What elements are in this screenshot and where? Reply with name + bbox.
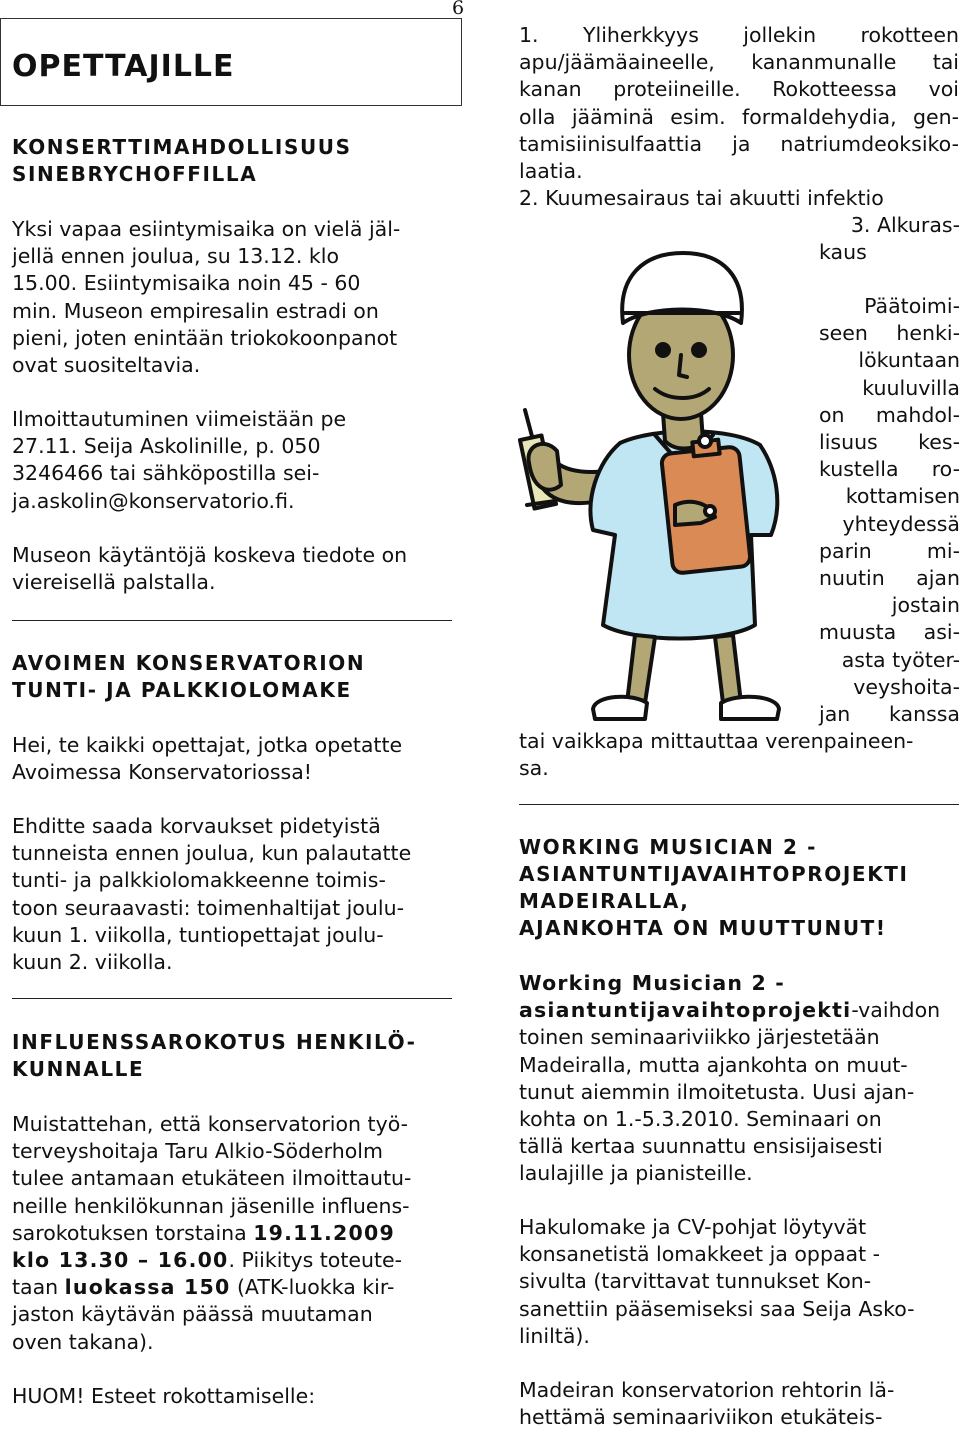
paragraph-flu-vaccination	[12, 1111, 411, 1356]
vaccination-date: 19.11.2009	[253, 1220, 395, 1245]
text-line: Hakulomake ja CV-pohjat löytyvät	[519, 1215, 867, 1239]
text-line: kottamisen	[845, 484, 960, 509]
paragraph-greeting	[12, 732, 402, 786]
text-line	[519, 997, 940, 1024]
text-line	[12, 1247, 411, 1274]
text-line: Muistattehan, että konservatorion työ-	[12, 1112, 409, 1136]
text-line: seen henki-	[819, 321, 960, 346]
text-line: Hei, te kaikki opettajat, jotka opetatte	[12, 733, 403, 757]
text-line: sivulta (tarvittavat tunnukset Kon-	[519, 1269, 872, 1294]
text-line	[12, 1220, 411, 1247]
text-line: 3. Alkuras-	[850, 213, 960, 237]
text-line: apu/jäämäaineelle, kananmunalle tai	[519, 50, 959, 75]
paragraph-application-forms	[519, 1214, 915, 1350]
heading-line: MADEIRALLA,	[519, 889, 690, 913]
text-line: Avoimessa Konservatoriossa!	[12, 760, 312, 785]
text-line: pieni, joten enintään triokokoonpanot	[12, 325, 398, 350]
text-line: terveyshoitaja Taru Alkio-Söderholm	[12, 1139, 383, 1164]
text-line: viereisellä palstalla.	[12, 570, 216, 595]
paragraph-concert-slot	[12, 216, 400, 379]
text-line: kuun 1. viikolla, tuntiopettajat joulu-	[12, 922, 384, 947]
project-name: asiantuntijavaihtoprojekti	[519, 998, 852, 1023]
vaccination-time: klo 13.30 – 16.00	[12, 1248, 229, 1273]
text-line: Päätoimi-	[864, 294, 960, 318]
text-line: tunut aiemmin ilmoitetusta. Uusi ajan-	[519, 1079, 915, 1104]
text-line: oven takana).	[12, 1329, 154, 1354]
paragraph-contraindications-intro: HUOM! Esteet rokottamiselle:	[12, 1384, 316, 1408]
paragraph-nurse-consult-end	[519, 728, 960, 782]
text-line: tunti- ja palkkiolomakkeenne toimis-	[12, 868, 386, 893]
text-line: nuutin ajan	[819, 566, 960, 591]
text-line: parin mi-	[819, 538, 960, 563]
text-line: sanettiin pääsemiseksi saa Seija Asko-	[519, 1296, 915, 1321]
list-item-3	[819, 212, 960, 266]
text-line: kanan proteiineille. Rokotteessa voi	[519, 77, 959, 102]
text-line: ovat suositeltavia.	[12, 353, 201, 378]
text-line: sa.	[519, 756, 549, 781]
text-line: toinen seminaariviikko järjestetään	[519, 1025, 880, 1050]
text-line: Madeiralla, mutta ajankohta on muut-	[519, 1052, 908, 1077]
text-line: veyshoita-	[853, 674, 960, 699]
text-line: hettämä seminaariviikon etukäteis-	[519, 1405, 883, 1430]
text-line: 3246466 tai sähköpostilla sei-	[12, 461, 320, 486]
paragraph-madeira-rector	[519, 1377, 894, 1431]
paragraph-nurse-consult	[819, 293, 960, 728]
text-line: tulee antamaan etukäteen ilmoittautu-	[12, 1166, 412, 1191]
text-run: . Piikitys toteute-	[228, 1248, 403, 1273]
heading-line: TUNTI- JA PALKKIOLOMAKE	[12, 678, 352, 702]
text-line: tamisiinisulfaattia ja natriumdeoksiko-	[519, 131, 959, 156]
heading-line: SINEBRYCHOFFILLA	[12, 162, 258, 186]
text-line: Museon käytäntöjä koskeva tiedote on	[12, 543, 408, 567]
list-item-2: 2. Kuumesairaus tai akuutti infektio	[519, 186, 884, 211]
text-line: neille henkilökunnan jäsenille influens-	[12, 1193, 410, 1218]
text-line: Ilmoittautuminen viimeistään pe	[12, 407, 347, 431]
paragraph-seminar-change	[519, 970, 940, 1188]
heading-line: INFLUENSSAROKOTUS HENKILÖ-	[12, 1030, 417, 1054]
heading-line: WORKING MUSICIAN 2 -	[519, 835, 817, 859]
text-line: jostain	[891, 593, 960, 618]
section-divider	[12, 620, 452, 621]
text-run: -vaihdon	[851, 998, 941, 1023]
section-heading-timesheet	[12, 650, 365, 704]
text-line: jan kanssa	[819, 702, 960, 727]
text-line: jellä ennen joulua, su 13.12. klo	[12, 244, 340, 269]
text-line: laatia.	[519, 159, 583, 184]
text-line: asta työter-	[841, 647, 960, 672]
text-line: konsanetistä lomakkeet ja oppaat -	[519, 1242, 881, 1267]
heading-line: AJANKOHTA ON MUUTTUNUT!	[519, 916, 887, 940]
heading-line: AVOIMEN KONSERVATORION	[12, 651, 366, 675]
section-heading-flu	[12, 1029, 417, 1083]
text-run: taan	[12, 1275, 65, 1300]
text-line: 15.00. Esiintymisaika noin 45 - 60	[12, 271, 361, 296]
list-item-1: 1. Yliherkkyys jollekin rokotteen	[519, 23, 959, 47]
paragraph-registration	[12, 406, 346, 515]
text-line: Yksi vapaa esiintymisaika on vielä jäl-	[12, 217, 401, 241]
page-number: 6	[452, 0, 465, 19]
section-divider	[12, 998, 452, 999]
section-heading-working-musician	[519, 834, 909, 942]
paragraph-museum-note	[12, 542, 407, 596]
paragraph-timesheet-deadline	[12, 813, 411, 976]
text-run: (ATK-luokka kir-	[230, 1275, 395, 1300]
text-line: on mahdol-	[819, 402, 960, 427]
text-line: yhteydessä	[842, 511, 960, 536]
contraindications-list	[519, 22, 959, 212]
text-line: 27.11. Seija Askolinille, p. 050	[12, 434, 321, 459]
text-run: sarokotuksen torstaina	[12, 1220, 254, 1245]
page-title: OPETTAJILLE	[12, 49, 235, 84]
nurse-icon	[515, 205, 820, 725]
project-name: Working Musician 2 -	[519, 971, 786, 995]
text-line: ja.askolin@konservatorio.fi.	[12, 488, 295, 513]
text-line: olla jääminä esim. formaldehydia, gen-	[519, 104, 959, 129]
text-line: Ehditte saada korvaukset pidetyistä	[12, 814, 381, 838]
text-line: lökuntaan	[858, 348, 960, 373]
text-line: kohta on 1.-5.3.2010. Seminaari on	[519, 1107, 882, 1132]
text-line	[519, 970, 940, 997]
text-line: tunneista ennen joulua, kun palautatte	[12, 841, 412, 866]
section-heading-concert	[12, 134, 352, 188]
text-line: toon seuraavasti: toimenhaltijat joulu-	[12, 895, 404, 920]
text-line: kuuluvilla	[862, 375, 960, 400]
heading-line: KUNNALLE	[12, 1057, 145, 1081]
text-line: jaston käytävän päässä muutaman	[12, 1302, 373, 1327]
heading-line: KONSERTTIMAHDOLLISUUS	[12, 135, 352, 159]
text-line: kuun 2. viikolla.	[12, 950, 173, 975]
text-line: kustella ro-	[819, 457, 960, 482]
section-divider	[519, 804, 959, 805]
text-line: kaus	[819, 240, 867, 265]
heading-line: ASIANTUNTIJAVAIHTOPROJEKTI	[519, 862, 909, 886]
text-line: lisuus kes-	[819, 430, 960, 455]
text-line: laulajille ja pianisteille.	[519, 1161, 753, 1186]
text-line: muusta asi-	[819, 620, 960, 645]
text-line: min. Museon empiresalin estradi on	[12, 298, 379, 323]
text-line: Madeiran konservatorion rehtorin lä-	[519, 1378, 895, 1402]
title-box	[0, 18, 462, 106]
text-line: liniltä).	[519, 1323, 590, 1348]
text-line: tällä kertaa suunnattu ensisijaisesti	[519, 1134, 883, 1159]
text-line	[12, 1274, 411, 1301]
text-line: tai vaikkapa mittauttaa verenpaineen-	[519, 729, 914, 753]
vaccination-room: luokassa 150	[64, 1275, 231, 1300]
